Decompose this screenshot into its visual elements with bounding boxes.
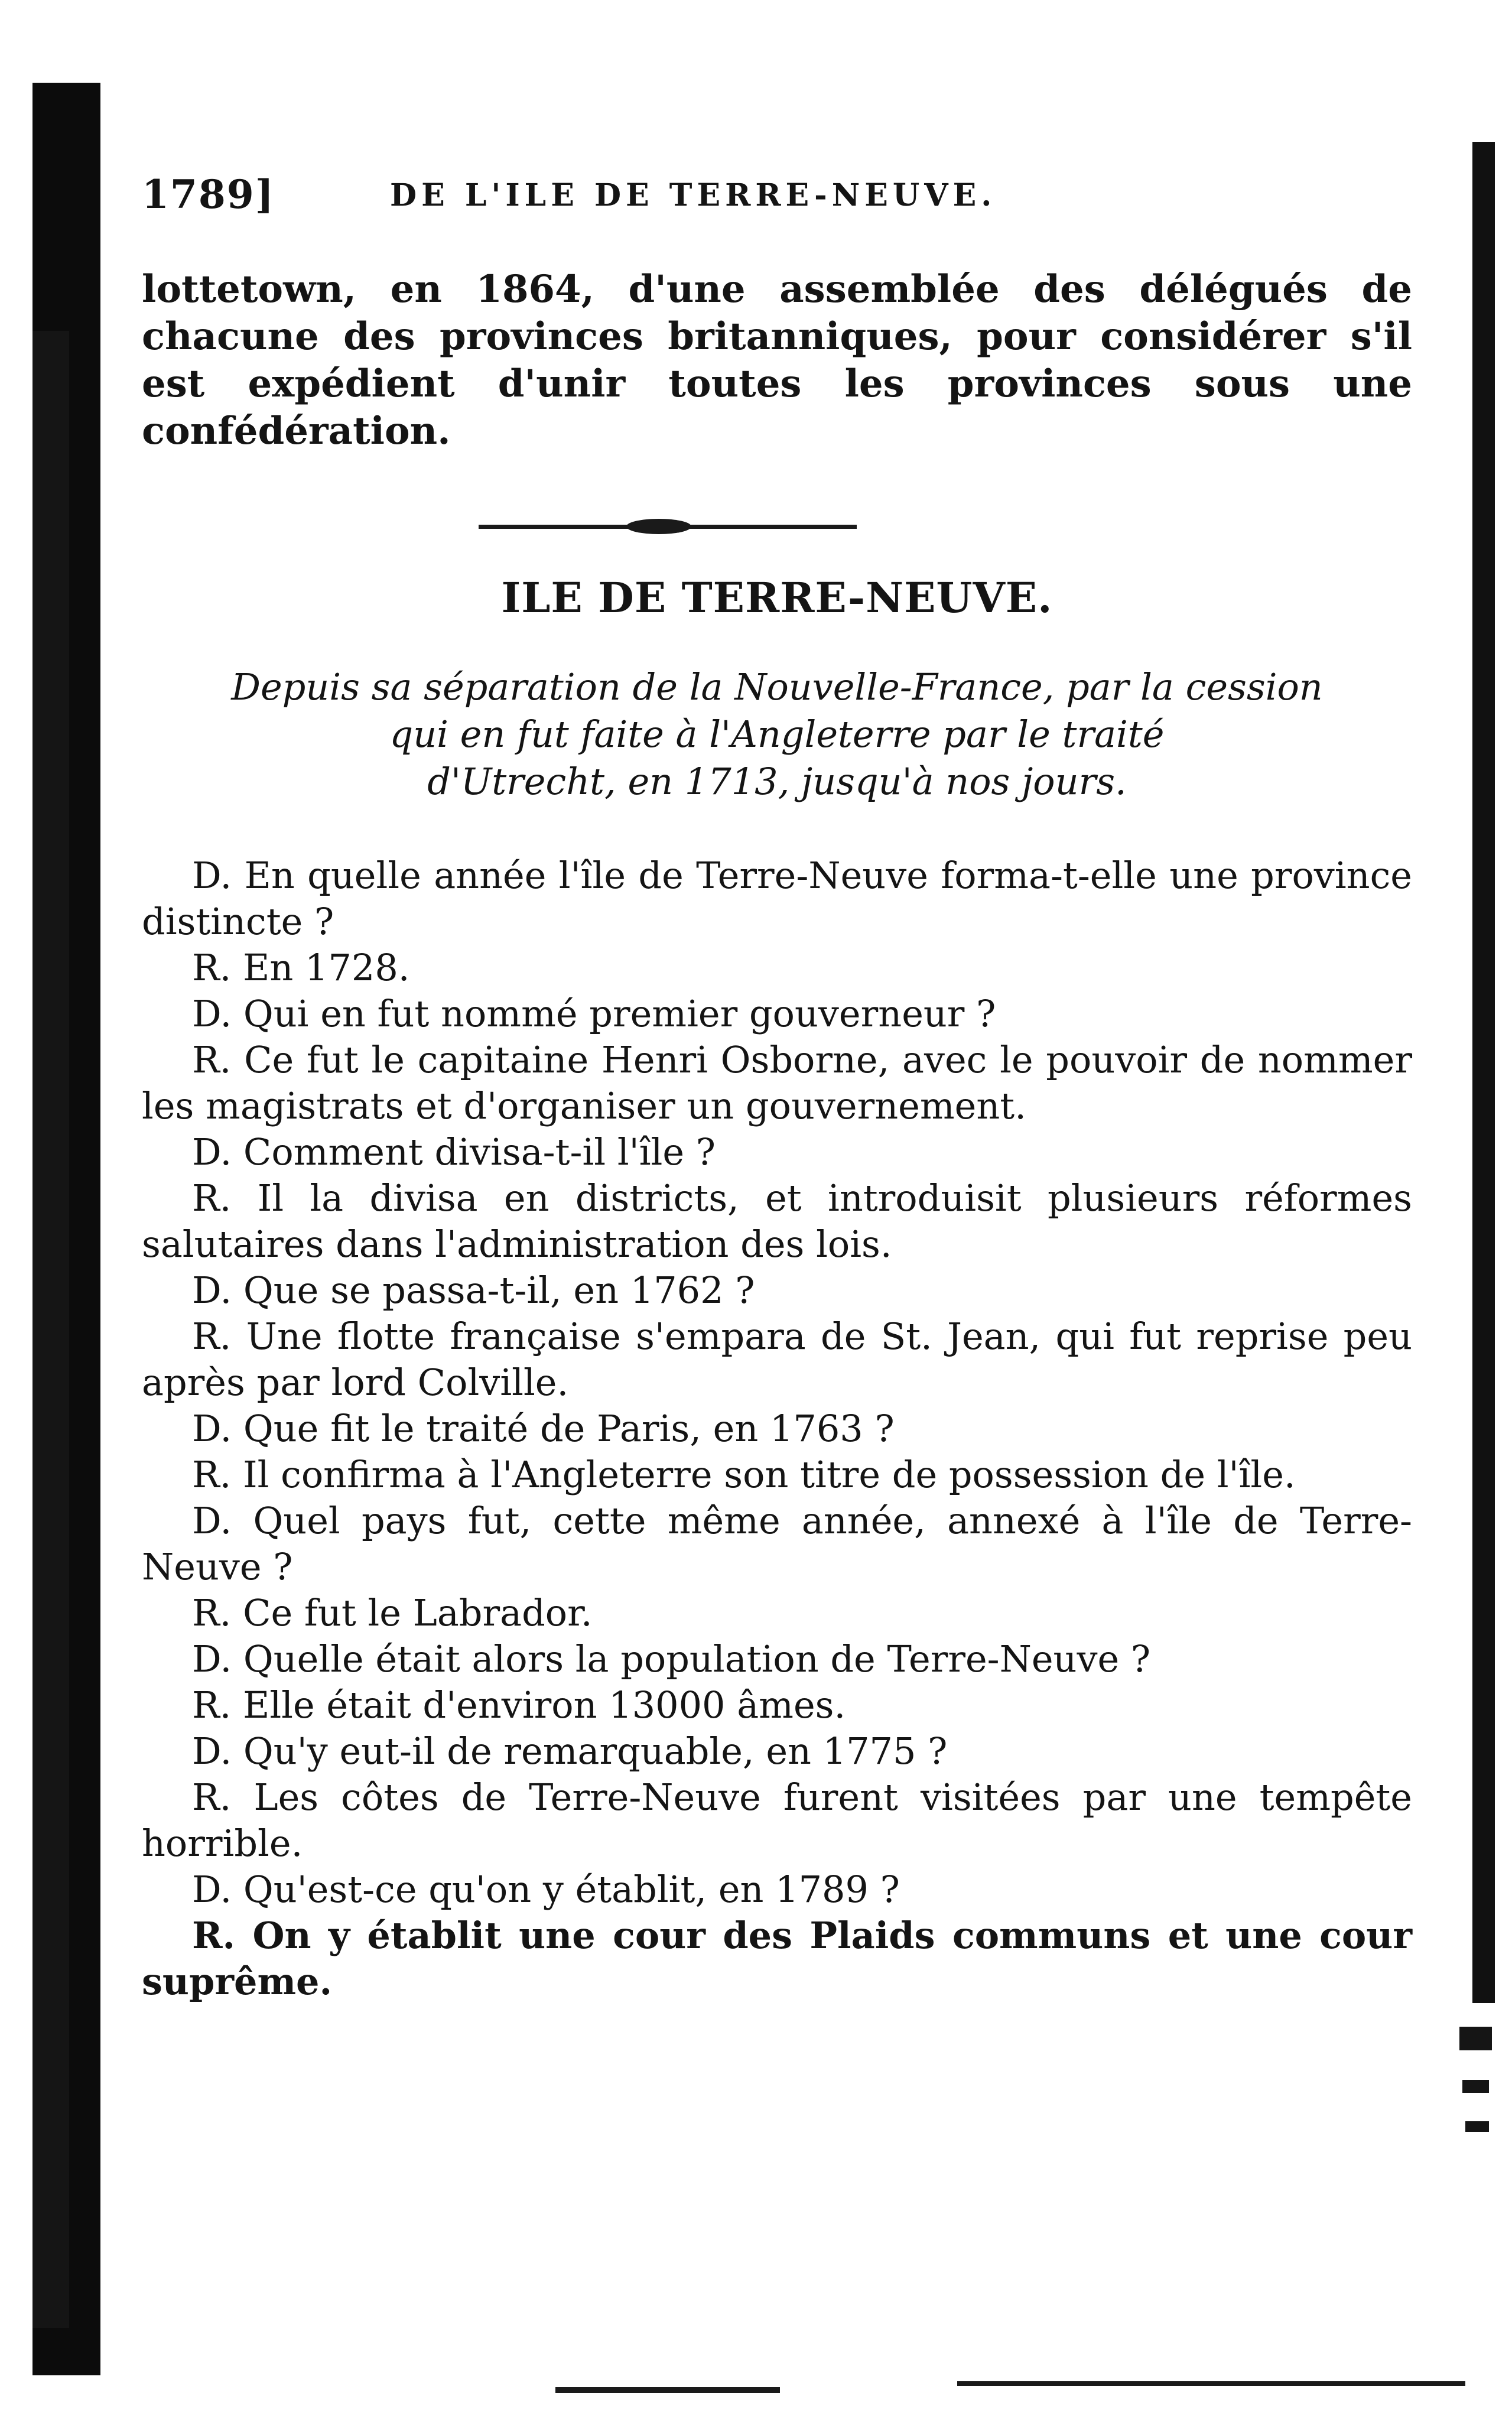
answer-line: R. Il la divisa en districts, et introduisit plusieurs réformes salutaires dans l'administration des lois. [142, 1176, 1412, 1266]
running-head-title: DE L'ILE DE TERRE-NEUVE. [390, 177, 997, 213]
scan-binding-edge [32, 331, 69, 2328]
answer-line: R. Ce fut le capitaine Henri Osborne, avec le pouvoir de nommer les magistrats et d'organiser un gouvernement. [142, 1038, 1412, 1127]
answer-line: R. Ce fut le Labrador. [192, 1591, 593, 1634]
scan-binding-shadow-right [1472, 142, 1495, 2003]
section-divider [142, 508, 1412, 544]
answer-line: R. Elle était d'environ 13000 âmes. [192, 1683, 846, 1727]
scan-edge-bottom [957, 2381, 1465, 2386]
question-line: D. Que fit le traité de Paris, en 1763 ? [192, 1407, 895, 1450]
section-title: ILE DE TERRE-NEUVE. [501, 573, 1053, 622]
question-line: D. Qui en fut nommé premier gouverneur ? [192, 992, 996, 1035]
question-line: D. Qu'est-ce qu'on y établit, en 1789 ? [192, 1868, 900, 1911]
answer-line: R. Les côtes de Terre-Neuve furent visitées par une tempête horrible. [142, 1776, 1412, 1865]
question-line: D. Comment divisa-t-il l'île ? [192, 1130, 716, 1173]
answer-line: R. Il confirma à l'Angleterre son titre de possession de l'île. [192, 1453, 1296, 1496]
divider-ornament [626, 519, 691, 534]
page-number: 1789] [142, 171, 275, 217]
question-line: D. En quelle année l'île de Terre-Neuve forma-t-elle une province distincte ? [142, 854, 1412, 943]
subtitle-line: Depuis sa séparation de la Nouvelle-France, par la cession [231, 665, 1323, 708]
intro-paragraph: lottetown, en 1864, d'une assemblée des délégués de chacune des provinces britanniques, pour considérer s'il est expédient d'unir toutes les provinces sous une confédération. [142, 267, 1412, 453]
question-line: D. Qu'y eut-il de remarquable, en 1775 ? [192, 1729, 948, 1773]
scan-speck [1465, 2121, 1489, 2132]
answer-line: R. On y établit une cour des Plaids communs et une cour suprême. [142, 1914, 1412, 2003]
section-subtitle [142, 664, 1412, 805]
question-line: D. Quel pays fut, cette même année, annexé à l'île de Terre-Neuve ? [142, 1499, 1412, 1588]
answer-line: R. En 1728. [192, 946, 410, 989]
question-line: D. Que se passa-t-il, en 1762 ? [192, 1269, 755, 1312]
scan-speck [1459, 2027, 1492, 2050]
answer-line: R. Une flotte française s'empara de St. Jean, qui fut reprise peu après par lord Colville. [142, 1315, 1412, 1404]
running-head [142, 171, 1412, 225]
book-page [142, 171, 1412, 2005]
scan-edge-bottom [555, 2387, 780, 2393]
scan-binding-shadow-left [32, 83, 100, 2375]
scan-speck [1462, 2080, 1489, 2093]
subtitle-line: qui en fut faite à l'Angleterre par le traité [389, 713, 1165, 756]
question-answer-list [142, 853, 1412, 2005]
subtitle-line: d'Utrecht, en 1713, jusqu'à nos jours. [427, 760, 1127, 803]
question-line: D. Quelle était alors la population de Terre-Neuve ? [192, 1637, 1151, 1680]
